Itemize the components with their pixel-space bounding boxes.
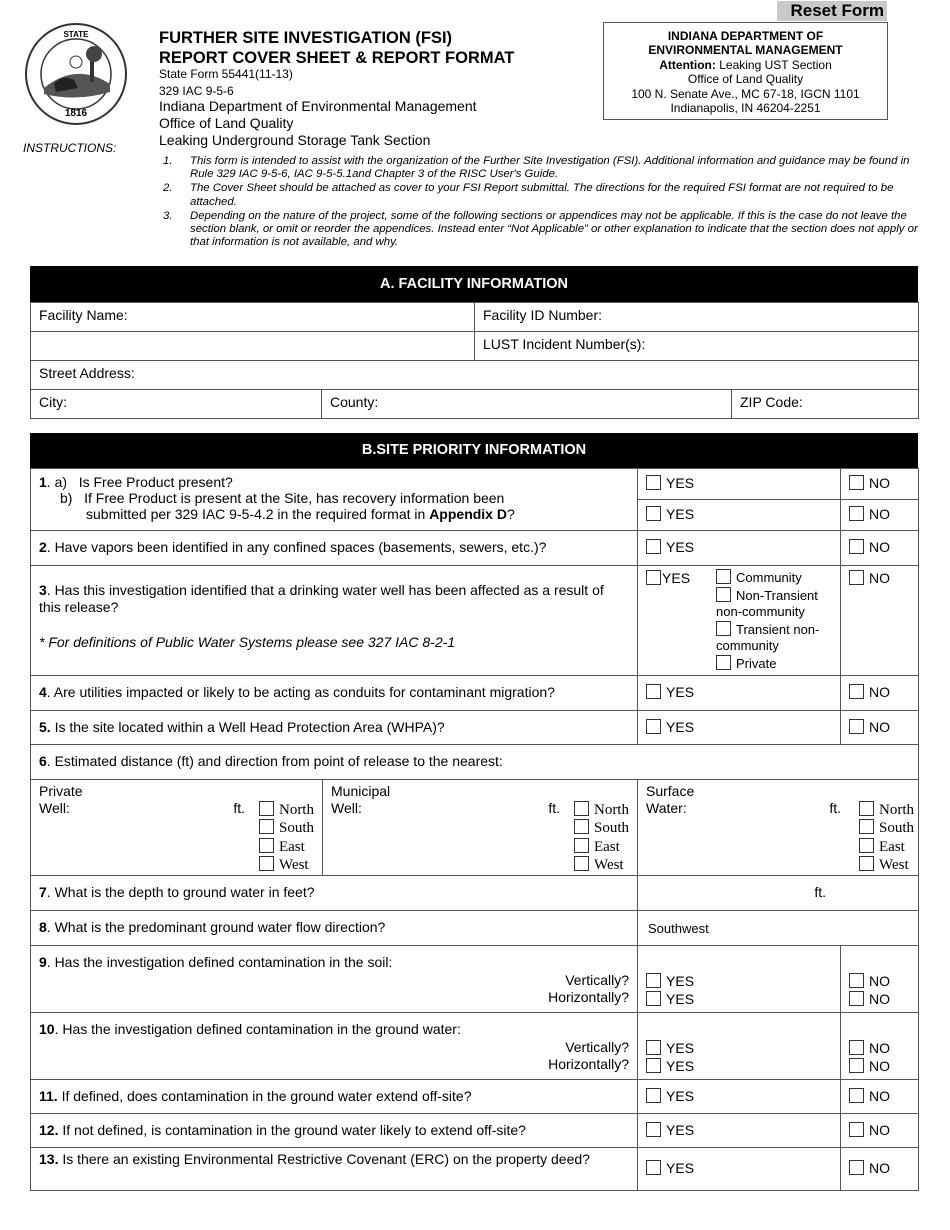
direction-label: West <box>879 856 909 873</box>
q9-vertical-no-option[interactable] <box>849 972 910 990</box>
ft-unit: ft. <box>814 884 827 900</box>
no-label: NO <box>869 973 891 989</box>
direction-label: North <box>879 802 914 818</box>
yes-label: YES <box>662 570 691 586</box>
q4-number: 4 <box>39 684 47 700</box>
surface-water-label-1: Surface <box>646 783 695 799</box>
direction-label: South <box>879 820 915 837</box>
instructions-list <box>163 155 933 250</box>
q2-no-checkbox[interactable] <box>849 539 864 554</box>
municipal-well-label-1: Municipal <box>331 783 391 799</box>
south-checkbox[interactable] <box>574 819 589 834</box>
yes-label: YES <box>666 1040 695 1056</box>
facility-name-field[interactable] <box>31 303 475 332</box>
q5-number: 5. <box>39 719 51 735</box>
instruction-item <box>163 155 933 181</box>
direction-west-option[interactable] <box>259 856 314 874</box>
q5-no-checkbox[interactable] <box>849 719 864 734</box>
east-checkbox[interactable] <box>574 838 589 853</box>
q1-b-text-2: submitted per 329 IAC 9-5-4.2 in the required format in <box>86 506 430 522</box>
address-line-2: ENVIRONMENTAL MANAGEMENT <box>648 43 843 58</box>
direction-north-option[interactable] <box>859 801 914 819</box>
no-label: NO <box>869 684 891 700</box>
q10-vertical-no-checkbox[interactable] <box>849 1040 864 1055</box>
q11-no-checkbox[interactable] <box>849 1088 864 1103</box>
q10-text: . Has the investigation defined contamination in the ground water: <box>54 1021 461 1037</box>
direction-label: West <box>278 856 309 873</box>
q1-b-end: ? <box>506 506 515 522</box>
yes-label: YES <box>666 1160 695 1176</box>
form-title-line2: REPORT COVER SHEET & REPORT FORMAT <box>159 49 515 67</box>
q10-vertical-no-option[interactable] <box>849 1039 910 1057</box>
yes-label: YES <box>666 1088 695 1104</box>
flow-direction-value: Southwest <box>648 921 709 936</box>
facility-name-continued-field[interactable] <box>31 332 475 361</box>
q3-no-checkbox[interactable] <box>849 570 864 585</box>
direction-east-option[interactable] <box>859 838 914 856</box>
q1-b-prefix: b) <box>60 490 73 506</box>
instruction-number: 3. <box>163 209 173 222</box>
north-checkbox[interactable] <box>574 801 589 816</box>
instruction-text: This form is intended to assist with the organization of the Further Site Investigation (FSI). Additional information and guidance may be found in Rule 329 IAC 9-5-6, IAC 9-5-5.1and Chapter 3 of the RISC User's Guide. <box>190 155 910 181</box>
q13-text: Is there an existing Environmental Restrictive Covenant (ERC) on the property deed? <box>58 1151 590 1167</box>
q3-non-transient-checkbox[interactable] <box>716 587 731 602</box>
q6-text: . Estimated distance (ft) and direction from point of release to the nearest: <box>46 753 503 769</box>
q3-private-checkbox[interactable] <box>716 655 731 670</box>
address-line-6: Indianapolis, IN 46204-2251 <box>670 101 821 116</box>
city-field[interactable] <box>31 390 322 419</box>
address-line-1: INDIANA DEPARTMENT OF <box>667 29 824 43</box>
q11-no-option[interactable] <box>841 1080 919 1114</box>
q6-number: 6 <box>39 753 47 769</box>
north-checkbox[interactable] <box>859 801 874 816</box>
direction-label: East <box>879 838 905 855</box>
question-2 <box>31 531 638 566</box>
q9-horizontal-yes-option[interactable] <box>646 990 832 1008</box>
q4-yes-checkbox[interactable] <box>646 684 661 699</box>
surface-water-cell[interactable] <box>638 780 918 875</box>
surface-water-directions <box>859 783 914 872</box>
address-line-4: Office of Land Quality <box>687 72 804 87</box>
no-label: NO <box>869 1122 891 1138</box>
q1a-no-option[interactable] <box>841 469 919 500</box>
q10-number: 10 <box>39 1021 55 1037</box>
municipal-well-label-2: Well: <box>331 800 362 816</box>
q8-number: 8 <box>39 919 47 935</box>
q12-no-checkbox[interactable] <box>849 1122 864 1137</box>
q3-note: * For definitions of Public Water Systems please see 327 IAC 8-2-1 <box>39 634 456 650</box>
q3-option-label: Community <box>736 570 802 585</box>
attention-label: Attention: <box>659 57 716 72</box>
facility-name-label: Facility Name: <box>39 307 128 323</box>
question-12 <box>31 1114 638 1148</box>
q9-number: 9 <box>39 954 47 970</box>
north-checkbox[interactable] <box>259 801 274 816</box>
west-checkbox[interactable] <box>859 856 874 871</box>
q11-yes-checkbox[interactable] <box>646 1088 661 1103</box>
direction-west-option[interactable] <box>859 856 914 874</box>
q12-number: 12. <box>39 1122 59 1138</box>
q4-no-checkbox[interactable] <box>849 684 864 699</box>
q9-text: . Has the investigation defined contamination in the soil: <box>46 954 393 970</box>
instruction-item <box>163 210 933 250</box>
section-a-header: A. FACILITY INFORMATION <box>30 266 918 302</box>
section-b-header: B.SITE PRIORITY INFORMATION <box>30 433 918 468</box>
no-label: NO <box>869 1088 891 1104</box>
q2-text: . Have vapors been identified in any confined spaces (basements, sewers, etc.)? <box>46 539 547 555</box>
q1-number: 1 <box>39 474 47 490</box>
question-4 <box>31 676 638 711</box>
q1a-yes-option[interactable] <box>638 469 841 500</box>
east-checkbox[interactable] <box>259 838 274 853</box>
q6-distance-row <box>31 780 919 876</box>
q1a-no-checkbox[interactable] <box>849 475 864 490</box>
q4-text: . Are utilities impacted or likely to be acting as conduits for contaminant migration? <box>46 684 555 700</box>
q2-yes-checkbox[interactable] <box>646 539 661 554</box>
section-a-facility-information <box>30 266 919 419</box>
zip-code-label: ZIP Code: <box>740 394 803 410</box>
direction-north-option[interactable] <box>574 801 629 819</box>
private-well-cell[interactable] <box>31 780 323 875</box>
direction-label: West <box>593 856 624 873</box>
q5-yes-checkbox[interactable] <box>646 719 661 734</box>
question-9 <box>31 946 638 1013</box>
state-form-number: State Form 55441(11-13) <box>159 67 293 81</box>
question-7 <box>31 876 638 911</box>
q3-option-label: Private <box>736 655 777 671</box>
office-name: Office of Land Quality <box>159 115 294 131</box>
q5-no-option[interactable] <box>841 711 919 745</box>
q1-b-appendix: Appendix D <box>429 506 507 522</box>
west-checkbox[interactable] <box>574 856 589 871</box>
yes-label: YES <box>666 684 695 700</box>
no-label: NO <box>869 506 891 522</box>
facility-id-label: Facility ID Number: <box>483 307 603 323</box>
q1b-yes-checkbox[interactable] <box>646 506 661 521</box>
q1b-no-checkbox[interactable] <box>849 506 864 521</box>
q7-number: 7 <box>39 884 47 900</box>
form-title <box>159 28 514 68</box>
instructions-label: INSTRUCTIONS: <box>23 141 117 155</box>
direction-label: North <box>278 802 314 818</box>
q10-yes-options <box>638 1013 841 1080</box>
q3-yes-checkbox[interactable] <box>646 570 661 585</box>
south-checkbox[interactable] <box>859 819 874 834</box>
private-well-label-2: Well: <box>39 800 70 816</box>
q10-horizontal-no-checkbox[interactable] <box>849 1058 864 1073</box>
direction-label: North <box>593 802 629 818</box>
q3-non-transient-option[interactable] <box>716 587 832 621</box>
mailing-address-box <box>603 22 888 120</box>
q11-yes-option[interactable] <box>638 1080 841 1114</box>
instruction-text: Depending on the nature of the project, some of the following sections or appendices may not be applicable. If this is the case do not leave the section blank, or omit or reorder the appendices. Instead enter “Not Applicable” or other explanation to indicate that the section does not apply or that information is not available, and why. <box>190 209 918 249</box>
instruction-number: 1. <box>163 155 173 167</box>
lust-incident-label: LUST Incident Number(s): <box>483 336 646 352</box>
q3-transient-checkbox[interactable] <box>716 621 731 636</box>
direction-north-option[interactable] <box>259 801 314 819</box>
q7-text: . What is the depth to ground water in feet? <box>46 884 315 900</box>
no-label: NO <box>869 475 891 491</box>
direction-south-option[interactable] <box>574 819 629 837</box>
no-label: NO <box>869 719 891 735</box>
section-b-site-priority-information <box>30 433 919 1191</box>
ft-unit: ft. <box>548 800 560 816</box>
facility-info-table <box>30 302 919 419</box>
q3-yes-options <box>638 566 841 676</box>
instruction-text: The Cover Sheet should be attached as cover to your FSI Report submittal. The directions for the required FSI format are not required to be attached. <box>190 182 894 208</box>
q10-horizontal-no-option[interactable] <box>849 1057 910 1075</box>
q9-horizontal-no-checkbox[interactable] <box>849 991 864 1006</box>
q12-yes-option[interactable] <box>638 1114 841 1148</box>
q1-a-text: Is Free Product present? <box>78 474 233 490</box>
zip-code-field[interactable] <box>732 390 919 419</box>
private-well-directions <box>259 783 314 872</box>
q4-yes-option[interactable] <box>638 676 841 711</box>
q5-yes-option[interactable] <box>638 711 841 745</box>
municipal-well-directions <box>574 783 629 872</box>
attention-value: Leaking UST Section <box>715 57 832 72</box>
q13-no-checkbox[interactable] <box>849 1160 864 1175</box>
q1-b-text-1: If Free Product is present at the Site, has recovery information been <box>84 490 505 506</box>
no-label: NO <box>869 1058 891 1074</box>
q10-horizontal-yes-checkbox[interactable] <box>646 1058 661 1073</box>
question-3 <box>31 566 638 676</box>
reset-form-button[interactable]: Reset Form <box>777 1 887 21</box>
no-label: NO <box>869 1040 891 1056</box>
q13-yes-checkbox[interactable] <box>646 1160 661 1175</box>
q2-yes-option[interactable] <box>638 531 841 566</box>
q11-number: 11. <box>39 1088 58 1104</box>
city-label: City: <box>39 394 67 410</box>
q3-no-option[interactable] <box>841 566 919 676</box>
q9-vertical-no-checkbox[interactable] <box>849 973 864 988</box>
q4-no-option[interactable] <box>841 676 919 711</box>
yes-label: YES <box>666 973 695 989</box>
street-address-label: Street Address: <box>39 365 135 381</box>
q13-number: 13. <box>39 1151 59 1167</box>
q12-yes-checkbox[interactable] <box>646 1122 661 1137</box>
rule-reference: 329 IAC 9-5-6 <box>159 84 234 98</box>
q1a-yes-checkbox[interactable] <box>646 475 661 490</box>
q1b-yes-option[interactable] <box>638 500 841 531</box>
q11-text: If defined, does contamination in the ground water extend off-site? <box>57 1088 472 1104</box>
direction-label: South <box>278 820 314 837</box>
no-label: NO <box>869 991 891 1007</box>
q9-horizontally-label: Horizontally? <box>548 989 630 1005</box>
q5-text: Is the site located within a Well Head Protection Area (WHPA)? <box>50 719 445 735</box>
county-label: County: <box>330 394 379 410</box>
agency-name: Indiana Department of Environmental Management <box>159 98 477 114</box>
q13-no-option[interactable] <box>841 1148 919 1191</box>
groundwater-flow-direction-field[interactable] <box>638 911 919 946</box>
q3-option-label: Transient non-community <box>716 621 820 653</box>
q9-yes-options <box>638 946 841 1013</box>
q9-vertical-yes-checkbox[interactable] <box>646 973 661 988</box>
section-name: Leaking Underground Storage Tank Section <box>159 132 431 148</box>
no-label: NO <box>869 570 891 586</box>
q3-private-option[interactable] <box>716 655 832 673</box>
private-well-label-1: Private <box>39 783 83 799</box>
yes-label: YES <box>666 475 695 491</box>
county-field[interactable] <box>322 390 732 419</box>
q3-community-option[interactable] <box>716 569 832 587</box>
q12-no-option[interactable] <box>841 1114 919 1148</box>
q10-horizontal-yes-option[interactable] <box>646 1057 832 1075</box>
depth-to-groundwater-field[interactable] <box>638 876 919 911</box>
ft-unit: ft. <box>829 800 841 816</box>
q2-no-option[interactable] <box>841 531 919 566</box>
q12-text: If not defined, is contamination in the ground water likely to extend off-site? <box>58 1122 526 1138</box>
question-1 <box>31 469 638 531</box>
q9-horizontal-yes-checkbox[interactable] <box>646 991 661 1006</box>
q10-vertical-yes-checkbox[interactable] <box>646 1040 661 1055</box>
q10-horizontally-label: Horizontally? <box>548 1056 630 1072</box>
street-address-field[interactable] <box>31 361 919 390</box>
direction-label: East <box>278 838 305 855</box>
instruction-number: 2. <box>163 182 173 195</box>
q10-no-options <box>841 1013 919 1080</box>
surface-water-label-2: Water: <box>646 800 687 816</box>
q9-vertical-yes-option[interactable] <box>646 972 832 990</box>
q3-transient-option[interactable] <box>716 621 832 655</box>
question-13 <box>31 1148 638 1191</box>
address-line-5: 100 N. Senate Ave., MC 67-18, IGCN 1101 <box>631 86 860 101</box>
no-label: NO <box>869 539 891 555</box>
q10-vertically-label: Vertically? <box>565 1039 630 1055</box>
west-checkbox[interactable] <box>259 856 274 871</box>
question-5 <box>31 711 638 745</box>
yes-label: YES <box>666 719 695 735</box>
q3-yes-option[interactable] <box>646 569 716 672</box>
municipal-well-cell[interactable] <box>323 780 638 875</box>
yes-label: YES <box>666 1058 695 1074</box>
form-title-line1: FURTHER SITE INVESTIGATION (FSI) <box>159 29 453 47</box>
q10-vertical-yes-option[interactable] <box>646 1039 832 1057</box>
address-attention <box>604 58 887 72</box>
q3-water-system-types <box>716 569 832 672</box>
q9-no-options <box>841 946 919 1013</box>
svg-text:1816: 1816 <box>64 108 88 119</box>
q1b-no-option[interactable] <box>841 500 919 531</box>
yes-label: YES <box>666 1122 695 1138</box>
question-11 <box>31 1080 638 1114</box>
direction-label: East <box>593 838 620 855</box>
q9-horizontal-no-option[interactable] <box>849 990 910 1008</box>
q2-number: 2 <box>39 539 47 555</box>
svg-text:STATE: STATE <box>63 30 89 39</box>
east-checkbox[interactable] <box>859 838 874 853</box>
direction-east-option[interactable] <box>574 838 629 856</box>
q3-text: . Has this investigation identified that a drinking water well has been affected as a result of this release? <box>39 582 604 615</box>
question-10 <box>31 1013 638 1080</box>
q3-number: 3 <box>39 582 47 598</box>
direction-east-option[interactable] <box>259 838 314 856</box>
no-label: NO <box>869 1160 891 1176</box>
q3-option-label: Non-Transient non-community <box>716 587 818 619</box>
yes-label: YES <box>666 506 695 522</box>
q1-a-prefix: . a) <box>46 474 68 490</box>
q9-vertically-label: Vertically? <box>565 972 630 988</box>
question-6 <box>31 745 919 780</box>
instruction-item <box>163 182 933 208</box>
q3-community-checkbox[interactable] <box>716 569 731 584</box>
q8-text: . What is the predominant ground water flow direction? <box>46 919 386 935</box>
site-priority-table <box>30 468 919 1191</box>
question-8 <box>31 911 638 946</box>
direction-label: South <box>593 820 629 837</box>
direction-south-option[interactable] <box>259 819 314 837</box>
yes-label: YES <box>666 539 695 555</box>
direction-west-option[interactable] <box>574 856 629 874</box>
indiana-state-seal <box>24 22 128 126</box>
south-checkbox[interactable] <box>259 819 274 834</box>
direction-south-option[interactable] <box>859 819 914 837</box>
yes-label: YES <box>666 991 695 1007</box>
lust-incident-field[interactable] <box>475 332 919 361</box>
q13-yes-option[interactable] <box>638 1148 841 1191</box>
facility-id-field[interactable] <box>475 303 919 332</box>
ft-unit: ft. <box>233 800 245 816</box>
